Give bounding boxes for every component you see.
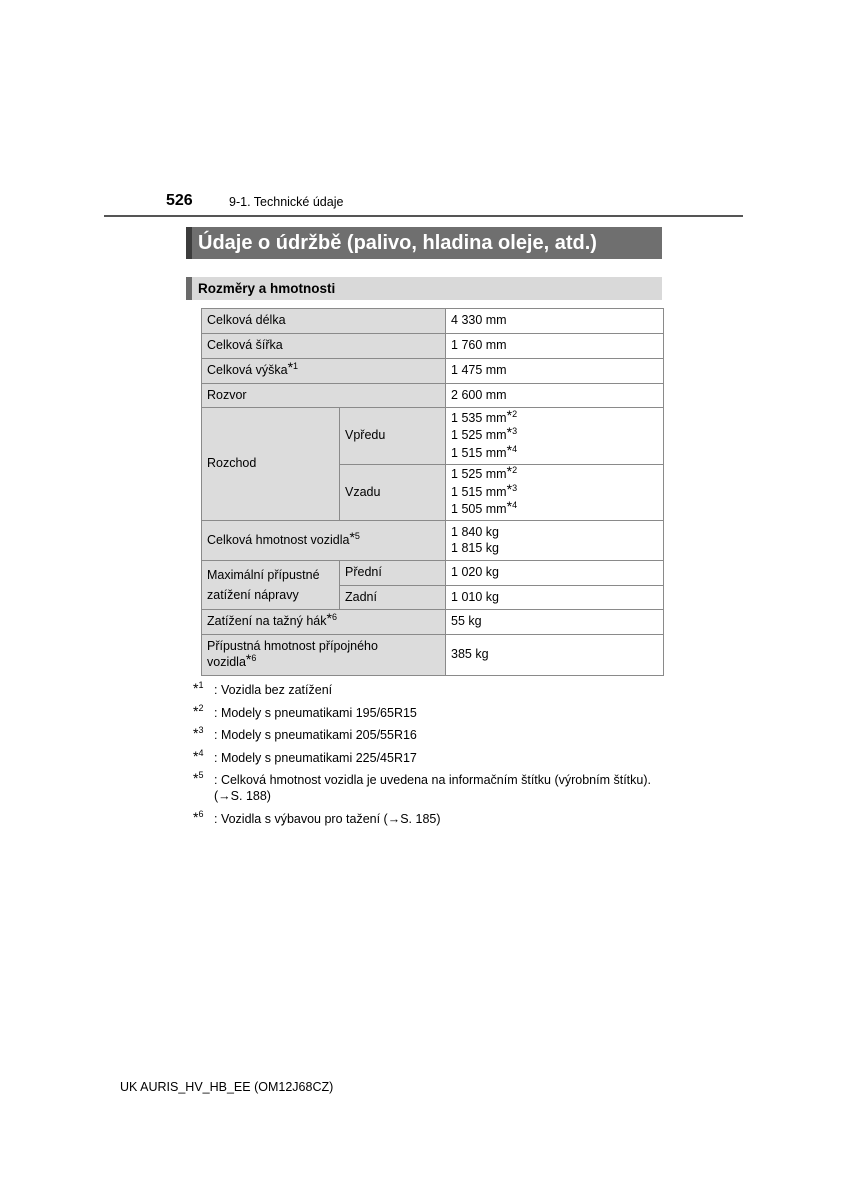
value-line: 1 525 mm*$^2$ (451, 463, 518, 482)
table-row (202, 635, 664, 676)
row-value: 1 475 mm (446, 359, 664, 384)
row-sublabel: Zadní (340, 586, 446, 610)
footnote-ref: 6 (331, 612, 337, 623)
footnote-text: : Vozidla s výbavou pro tažení (→S. 185) (214, 811, 441, 826)
footnote-star: * (506, 498, 513, 515)
row-value-cell (446, 408, 664, 465)
footnote-marker: *$^1$ (193, 680, 204, 696)
footnote-marker: *$^2$ (193, 702, 204, 719)
footnote-text: : Vozidla bez zatížení (214, 683, 333, 697)
footnote-star: * (326, 610, 332, 627)
footnote-item (193, 747, 668, 766)
row-value: 385 kg (446, 635, 664, 676)
footnote-ref: 2 (512, 408, 518, 419)
row-label: zatížení nápravy (207, 588, 299, 602)
row-value: 55 kg (446, 610, 664, 635)
footnote-marker: *$^6$ (193, 808, 204, 825)
row-sublabel: Vzadu (340, 465, 446, 521)
footnote-star: * (506, 480, 513, 497)
value-line: 1 515 mm*$^3$ (451, 480, 518, 499)
footnote-ref: 5 (354, 530, 360, 541)
footnote-star: * (506, 463, 513, 480)
section-subtitle: Rozměry a hmotnosti (198, 281, 336, 296)
row-label-line2: vozidla*$^6$ (207, 651, 257, 669)
row-label-cell (202, 610, 446, 635)
row-value-cell (446, 465, 664, 521)
row-label: Celková délka (202, 309, 446, 334)
table-row (202, 384, 664, 408)
section-subtitle-bar (186, 277, 662, 300)
value-line: 1 505 mm*$^4$ (451, 498, 518, 517)
dimensions-table (201, 308, 664, 676)
row-label: Rozchod (202, 408, 340, 521)
footnote-marker: *$^5$ (193, 770, 204, 786)
row-label: Celková šířka (202, 334, 446, 359)
footnote-item (193, 702, 668, 721)
value-line: 1 535 mm*$^2$ (451, 406, 518, 425)
row-label-cell (202, 521, 446, 561)
row-label: Celková výška (207, 363, 288, 378)
row-value: 1 020 kg (446, 561, 664, 586)
page-title-bar (186, 227, 662, 259)
footnote-star: * (287, 359, 294, 376)
document-code: UK AURIS_HV_HB_EE (OM12J68CZ) (120, 1080, 334, 1094)
footnote-page-ref: (→S. 188) (214, 789, 271, 803)
table-row (202, 610, 664, 635)
footnote-star: * (506, 424, 513, 441)
table-row (202, 408, 664, 465)
header-divider (104, 215, 743, 217)
table-row (202, 521, 664, 561)
row-label-cell (202, 635, 446, 676)
section-reference: 9-1. Technické údaje (229, 195, 344, 209)
footnote-ref: 4 (512, 500, 518, 511)
value-line: 1 815 kg (451, 540, 499, 555)
row-label: Zatížení na tažný hák (207, 614, 327, 629)
page-number: 526 (166, 192, 193, 209)
footnote-star: * (245, 651, 252, 667)
footnote-text: : Celková hmotnost vozidla je uvedena na informačním štítku (výrobním štítku). (214, 773, 651, 787)
footnote-text: : Modely s pneumatikami 205/55R16 (214, 728, 417, 742)
footnote-ref: 3 (512, 426, 518, 437)
page-title: Údaje o údržbě (palivo, hladina oleje, atd.) (198, 232, 597, 254)
row-label: Přípustná hmotnost přípojného (207, 638, 378, 653)
row-value: 4 330 mm (446, 309, 664, 334)
value-line: 1 525 mm*$^3$ (451, 424, 518, 443)
row-sublabel: Vpředu (340, 408, 446, 465)
footnote-marker: *$^4$ (193, 747, 204, 764)
footnote-item (193, 682, 668, 698)
row-value-cell (446, 521, 664, 561)
footnote-ref: 6 (251, 653, 257, 663)
table-row (202, 334, 664, 359)
footnote-item (193, 772, 668, 804)
footnote-star: * (506, 406, 513, 423)
table-row (202, 359, 664, 384)
value-line: 1 840 kg (451, 525, 499, 539)
footnote-ref: 2 (512, 465, 518, 476)
row-value: 2 600 mm (446, 384, 664, 408)
footnote-ref: 1 (293, 361, 299, 372)
footnotes (193, 682, 668, 833)
row-value: 1 760 mm (446, 334, 664, 359)
footnote-ref: 4 (512, 443, 518, 454)
value-line: 1 515 mm*$^4$ (451, 441, 518, 460)
row-value: 1 010 kg (446, 586, 664, 610)
footnote-item (193, 808, 668, 827)
footnote-text: : Modely s pneumatikami 225/45R17 (214, 750, 417, 765)
row-label-cell (202, 359, 446, 384)
row-label: Celková hmotnost vozidla (207, 532, 350, 547)
row-label-cell (202, 561, 340, 610)
footnote-marker: *$^3$ (193, 725, 204, 741)
table-row (202, 561, 664, 586)
footnote-text: : Modely s pneumatikami 195/65R15 (214, 705, 417, 720)
row-label: Maximální přípustné (207, 568, 320, 582)
footnote-ref: 3 (512, 482, 518, 493)
footnote-item (193, 727, 668, 743)
row-sublabel: Přední (340, 561, 446, 586)
footnote-star: * (349, 528, 355, 545)
row-label: Rozvor (202, 384, 446, 408)
footnote-star: * (506, 441, 513, 458)
table-row (202, 309, 664, 334)
